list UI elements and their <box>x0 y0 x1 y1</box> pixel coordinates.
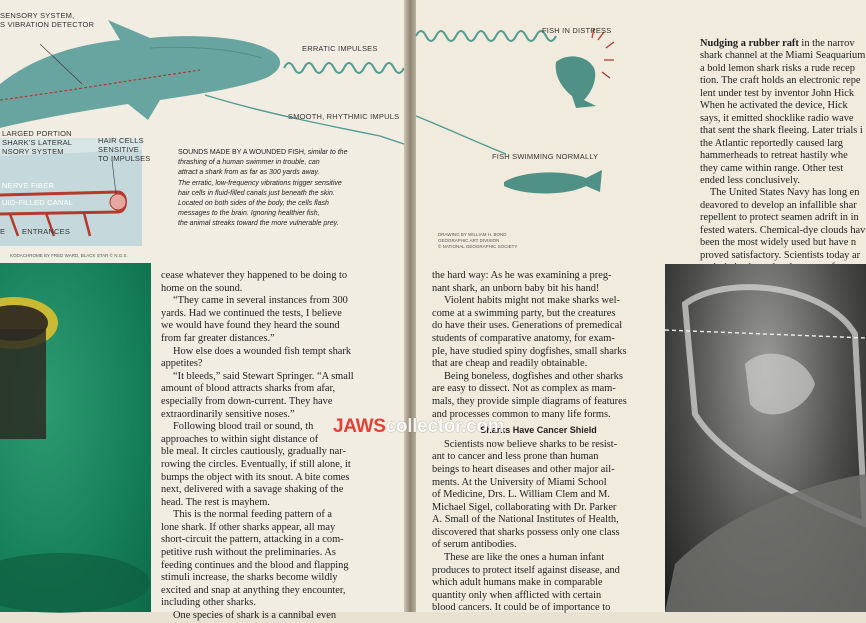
paragraph-line: a bold lemon shark risks a rude recep <box>700 62 855 74</box>
paragraph-line: home on the sound. <box>161 282 243 294</box>
paragraph-line: next, delivered with a savage shaking of the <box>161 484 344 496</box>
drawing-credit-2: GEOGRAPHIC ART DIVISION <box>438 238 500 243</box>
subhead: Sharks Have Cancer Shield <box>480 425 597 436</box>
paragraph-line: The United States Navy has long en <box>710 187 860 199</box>
paragraph-line: approaches to within sight distance of <box>161 433 319 445</box>
paragraph-line: blood cancers. It could be of importance to <box>432 602 611 614</box>
paragraph-line: appetites? <box>161 358 203 370</box>
label-enlarged-2: SHARK'S LATERAL <box>2 138 73 147</box>
paragraph-line: which adult humans make in comparable <box>432 577 603 589</box>
paragraph-line: stimuli increase, the sharks become wildly <box>161 572 338 584</box>
shark-illustration <box>0 20 280 128</box>
paragraph-line: Being boneless, dogfishes and other sharks <box>444 370 623 382</box>
label-hair-cells-3: TO IMPULSES <box>98 154 151 163</box>
paragraph-line: in the narrov <box>798 38 855 49</box>
paragraph-line: from far greater distances.” <box>161 332 275 344</box>
paragraph-line: we would have found they heard the sound <box>161 320 340 332</box>
paragraph-line: of Medicine, Drs. L. William Clem and M. <box>432 489 611 501</box>
paragraph-line: These are like the ones a human infant <box>444 552 605 564</box>
paragraph-line: that are cheap and readily obtainable. <box>432 358 588 370</box>
drawing-credit-1: DRAWING BY WILLIAM H. BOND <box>438 232 507 237</box>
paragraph-line: When he activated the device, Hick <box>700 100 848 112</box>
paragraph-line: feeding continues and the blood and flapping <box>161 559 349 571</box>
paragraph-line: lone shark. If other sharks appear, all may <box>161 521 336 533</box>
label-hair-cells-2: SENSITIVE <box>98 145 139 154</box>
paragraph-line: amount of blood attracts sharks from afar, <box>161 383 336 395</box>
drawing-credit-3: © NATIONAL GEOGRAPHIC SOCIETY <box>438 244 518 249</box>
label-hair-cells-1: HAIR CELLS <box>98 136 144 145</box>
caption-line: attract a shark from as far as 300 yards away. <box>178 169 320 177</box>
paragraph-line: come at a swimming party, but the creatures <box>432 307 616 319</box>
paragraph-line: ple, have studied spiny dogfishes, small sharks <box>432 345 627 357</box>
label-smooth-impulses: SMOOTH, RHYTHMIC IMPULS <box>288 112 400 121</box>
right-text-column <box>700 38 866 275</box>
paragraph-line: discovered that sharks possess only one class <box>432 526 620 538</box>
paragraph-line: fested waters. Chemical-dye clouds hav <box>700 224 866 236</box>
paragraph-line: that sent the shark fleeing. Later trials i <box>700 125 863 137</box>
caption-line: the animal streaks toward the more vulnerable prey. <box>178 220 339 228</box>
paragraph-line: tion. The craft holds an electronic repe <box>700 75 861 87</box>
middle-text-column <box>432 270 645 615</box>
caption-line: Located on both sides of the body, the cells flash <box>178 200 329 208</box>
fish-swimming-normally <box>504 170 602 194</box>
paragraph-line: been the most widely used but have n <box>700 237 857 249</box>
watermark-collector: collector.com <box>385 416 505 437</box>
paragraph-line: ended less conclusively. <box>700 174 801 186</box>
paragraph-line: the hard way: As he was examining a preg- <box>432 270 612 281</box>
label-fish-in-distress: FISH IN DISTRESS <box>542 26 612 35</box>
label-fish-swimming: FISH SWIMMING NORMALLY <box>492 152 599 161</box>
bold-lead: Nudging a rubber raft <box>700 38 799 49</box>
paragraph-line: “They came in several instances from 300 <box>173 295 348 307</box>
right-page <box>416 0 866 612</box>
label-fluid-canal: UID-FILLED CANAL <box>2 198 74 207</box>
label-erratic-impulses: ERRATIC IMPULSES <box>302 44 378 53</box>
paragraph-line: yards. Had we continued the tests, I believe <box>161 307 342 319</box>
watermark <box>333 416 504 438</box>
caption-line: The erratic, low-frequency vibrations trigger sensitive <box>178 179 342 187</box>
paragraph-line: head. The rest is mayhem. <box>161 496 270 508</box>
paragraph-line: hammerheads to retreat hastily whe <box>700 150 848 162</box>
paragraph-line: repellent to protect seamen adrift in in <box>700 212 859 224</box>
paragraph-line: petitive rush without the preliminaries. As <box>161 547 336 559</box>
paragraph-line: beings to heart diseases and other major ail- <box>432 463 615 475</box>
paragraph-line: One species of shark is a cannibal even <box>173 610 337 622</box>
label-enlarged-1: LARGED PORTION <box>2 129 72 138</box>
paragraph-line: of serum antibodies. <box>432 539 517 551</box>
green-photo <box>0 263 151 612</box>
paragraph-line: short-circuit the pattern, attacking in a com- <box>161 534 344 546</box>
watermark-jaws: JAWS <box>333 416 386 437</box>
paragraph-line: students of comparative anatomy, for exam- <box>432 332 615 344</box>
paragraph-line: Michael Sigel, collaborating with Dr. Parker <box>432 501 617 513</box>
label-enlarged-3: NSORY SYSTEM <box>2 147 64 156</box>
paragraph-line: and processes common to many life forms. <box>432 408 611 420</box>
caption-line: similar to the <box>305 149 348 156</box>
paragraph-line: says, it emitted shocklike radio wave <box>700 112 854 124</box>
paragraph-line: Violent habits might not make sharks wel- <box>444 295 620 307</box>
paragraph-line: especially from down-current. They have <box>161 395 333 407</box>
paragraph-line: deavored to develop an infallible shar <box>700 199 857 211</box>
paragraph-line: How else does a wounded fish tempt shark <box>173 345 352 357</box>
paragraph-line: rowing the circles. Eventually, if still alone, it <box>161 458 351 470</box>
left-text-column <box>161 270 376 623</box>
paragraph-line: Following blood trail or sound, th <box>173 421 314 433</box>
paragraph-line: proved satisfactory. Scientists today ar <box>700 249 861 261</box>
diagram-caption <box>178 148 376 230</box>
raft-shark-photo <box>665 264 866 612</box>
paragraph-line: extraordinarily sensitive noses.” <box>161 408 295 420</box>
label-entrances-e: E <box>0 227 6 236</box>
paragraph-line: mals, they provide simple diagrams of features <box>432 395 627 407</box>
paragraph-line: A. Small of the National Institutes of Health, <box>432 514 619 526</box>
label-entrances: ENTRANCES <box>22 227 71 236</box>
paragraph-line: quantity only when afflicted with certain <box>432 589 602 601</box>
caption-head: SOUNDS MADE BY A WOUNDED FISH, <box>178 149 306 156</box>
paragraph-line: produces to protect itself against disease, and <box>432 564 620 576</box>
paragraph-line: the Atlantic reportedly caused larg <box>700 137 843 149</box>
paragraph-line: including other sharks. <box>161 597 256 609</box>
paragraph-line: ant to cancer and less prone than human <box>432 451 599 463</box>
left-page <box>0 0 410 622</box>
paragraph-line: they came within range. Other test <box>700 162 844 174</box>
paragraph-line: Scientists now believe sharks to be resist- <box>444 438 618 450</box>
paragraph-line: ments. At the University of Miami School <box>432 476 607 488</box>
erratic-impulse-wave <box>284 63 404 73</box>
paragraph-line: lent under test by inventor John Hick <box>700 87 855 99</box>
label-nerve-fiber: NERVE FIBER <box>2 181 55 190</box>
fish-in-distress <box>556 56 596 108</box>
paragraph-line: bumps the object with its snout. A bite comes <box>161 471 350 483</box>
paragraph-line: This is the normal feeding pattern of a <box>173 509 332 521</box>
photo-credit: KODACHROME BY FRED WARD, BLACK STAR © N.G.S. <box>10 253 128 258</box>
paragraph-line: are easy to dissect. Not as complex as mam- <box>432 383 616 395</box>
paragraph-line: shark channel at the Miami Seaquarium <box>700 50 866 62</box>
paragraph-line: “It bleeds,” said Stewart Springer. “A small <box>173 370 354 382</box>
label-sensory-system: SENSORY SYSTEM, <box>0 11 75 20</box>
paragraph-line: cease whatever they happened to be doing to <box>161 270 348 281</box>
caption-line: messages to the brain. Ignoring healthier fish, <box>178 210 320 218</box>
paragraph-line: do have their uses. Generations of premedical <box>432 320 623 332</box>
caption-line: thrashing of a human swimmer in trouble, can <box>178 159 320 167</box>
paragraph-line: ble meal. It circles cautiously, gradually nar- <box>161 446 346 458</box>
caption-line: hair cells in fluid-filled canals just beneath the skin. <box>178 189 335 197</box>
label-vibration-detector: S VIBRATION DETECTOR <box>0 20 95 29</box>
fish-illustrations <box>416 0 666 260</box>
paragraph-line: nant shark, an unborn baby bit his hand! <box>432 282 600 294</box>
paragraph-line: excited and snap at anything they encounter, <box>161 584 346 596</box>
